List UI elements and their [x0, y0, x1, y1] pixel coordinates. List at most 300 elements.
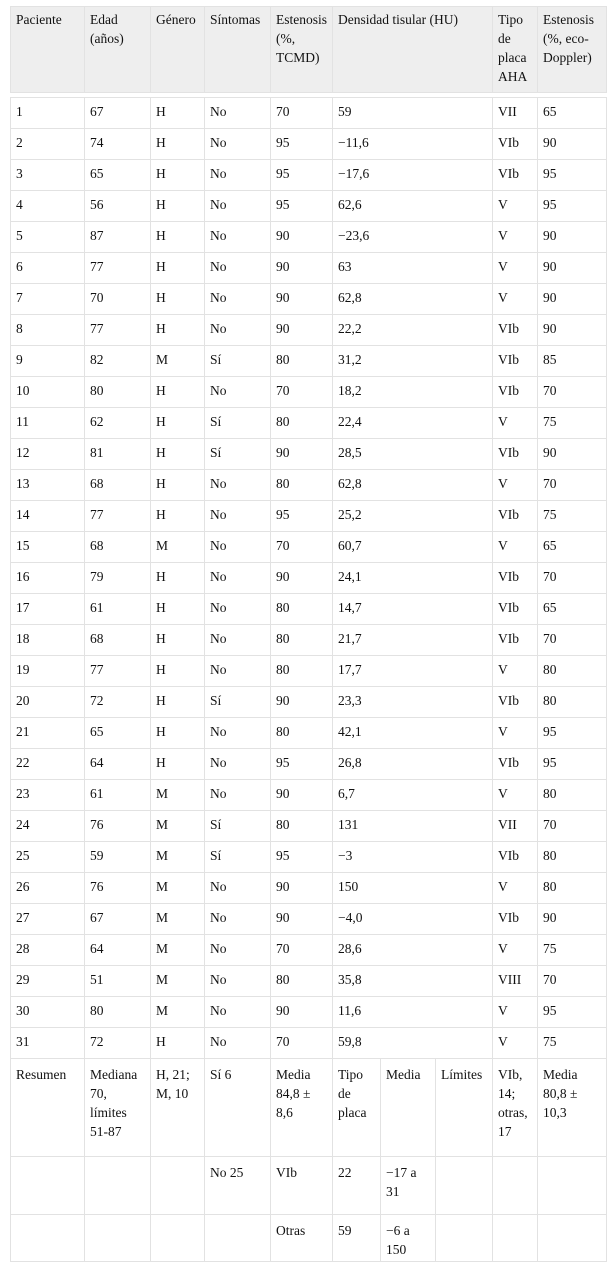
- cell-age: 62: [85, 408, 151, 439]
- table-row: [11, 346, 607, 377]
- cell-stenosis-doppler: 70: [538, 470, 607, 501]
- cell-symptoms: No: [205, 656, 271, 687]
- cell-stenosis-tcmd: 90: [271, 563, 333, 594]
- cell-stenosis-doppler: 75: [538, 501, 607, 532]
- cell-patient: 24: [11, 811, 85, 842]
- cell-gender: H: [151, 284, 205, 315]
- cell-patient: 12: [11, 439, 85, 470]
- cell-aha: V: [493, 470, 538, 501]
- cell-gender: M: [151, 904, 205, 935]
- cell-patient: 25: [11, 842, 85, 873]
- cell-aha: VIII: [493, 966, 538, 997]
- cell-patient: 10: [11, 377, 85, 408]
- cell-gender: H: [151, 563, 205, 594]
- cell-age: 87: [85, 222, 151, 253]
- cell-symptoms: Sí: [205, 842, 271, 873]
- cell-aha: VIb: [493, 842, 538, 873]
- cell-stenosis-tcmd: 90: [271, 253, 333, 284]
- cell-stenosis-tcmd: 70: [271, 377, 333, 408]
- header-gender: Género: [151, 7, 205, 93]
- cell-age: 72: [85, 687, 151, 718]
- cell-patient: 14: [11, 501, 85, 532]
- cell-density: −11,6: [333, 129, 493, 160]
- cell-gender: H: [151, 160, 205, 191]
- table-row: [11, 780, 607, 811]
- cell-density: 63: [333, 253, 493, 284]
- cell-density: 62,6: [333, 191, 493, 222]
- cell-symptoms: No: [205, 160, 271, 191]
- cell-gender: H: [151, 439, 205, 470]
- cell-stenosis-tcmd: 95: [271, 191, 333, 222]
- cell-symptoms: Sí: [205, 811, 271, 842]
- cell-symptoms: No: [205, 222, 271, 253]
- table-row: [11, 811, 607, 842]
- cell-stenosis-tcmd: 80: [271, 625, 333, 656]
- cell-aha: VIb: [493, 749, 538, 780]
- cell-age: 77: [85, 253, 151, 284]
- cell-stenosis-tcmd: 90: [271, 873, 333, 904]
- cell-age: 70: [85, 284, 151, 315]
- cell-stenosis-tcmd: 80: [271, 346, 333, 377]
- cell-stenosis-tcmd: 95: [271, 842, 333, 873]
- cell-aha: V: [493, 191, 538, 222]
- cell-stenosis-tcmd: 80: [271, 656, 333, 687]
- cell-symptoms: No: [205, 904, 271, 935]
- cell-age: 77: [85, 315, 151, 346]
- cell-stenosis-doppler: 90: [538, 284, 607, 315]
- cell-age: 51: [85, 966, 151, 997]
- cell-stenosis-doppler: 95: [538, 997, 607, 1028]
- extra-type: Otras: [271, 1215, 333, 1262]
- cell-age: 68: [85, 532, 151, 563]
- cell-stenosis-doppler: 80: [538, 687, 607, 718]
- cell-aha: V: [493, 780, 538, 811]
- cell-aha: V: [493, 253, 538, 284]
- cell-density: 11,6: [333, 997, 493, 1028]
- cell-stenosis-tcmd: 80: [271, 718, 333, 749]
- cell-stenosis-doppler: 70: [538, 966, 607, 997]
- cell-gender: M: [151, 935, 205, 966]
- table-row: [11, 718, 607, 749]
- cell-density: 62,8: [333, 284, 493, 315]
- summary-gender: H, 21; M, 10: [151, 1059, 205, 1157]
- cell-gender: H: [151, 408, 205, 439]
- cell-symptoms: No: [205, 501, 271, 532]
- cell-symptoms: No: [205, 749, 271, 780]
- cell-symptoms: No: [205, 594, 271, 625]
- extra-row-otras: [11, 1215, 607, 1262]
- cell-patient: 6: [11, 253, 85, 284]
- cell-gender: M: [151, 811, 205, 842]
- cell-density: −4,0: [333, 904, 493, 935]
- cell-age: 67: [85, 904, 151, 935]
- cell-stenosis-tcmd: 70: [271, 98, 333, 129]
- cell-stenosis-tcmd: 90: [271, 439, 333, 470]
- cell-density: 62,8: [333, 470, 493, 501]
- cell-aha: VIb: [493, 563, 538, 594]
- cell-age: 81: [85, 439, 151, 470]
- cell-aha: VIb: [493, 625, 538, 656]
- cell-stenosis-doppler: 70: [538, 811, 607, 842]
- cell-stenosis-tcmd: 95: [271, 129, 333, 160]
- cell-symptoms: Sí: [205, 408, 271, 439]
- cell-aha: V: [493, 408, 538, 439]
- cell-stenosis-doppler: 95: [538, 718, 607, 749]
- cell-aha: V: [493, 935, 538, 966]
- cell-stenosis-tcmd: 90: [271, 904, 333, 935]
- cell-aha: V: [493, 718, 538, 749]
- cell-stenosis-doppler: 65: [538, 532, 607, 563]
- table-row: [11, 222, 607, 253]
- cell-patient: 16: [11, 563, 85, 594]
- cell-density: 18,2: [333, 377, 493, 408]
- cell-patient: 3: [11, 160, 85, 191]
- cell-stenosis-tcmd: 70: [271, 935, 333, 966]
- header-aha-plaque: Tipo de placa AHA: [493, 7, 538, 93]
- cell-stenosis-doppler: 75: [538, 935, 607, 966]
- summary-limits-label: Límites: [436, 1059, 493, 1157]
- cell-gender: M: [151, 873, 205, 904]
- table-row: [11, 191, 607, 222]
- cell-aha: VIb: [493, 594, 538, 625]
- cell-gender: M: [151, 842, 205, 873]
- cell-aha: V: [493, 873, 538, 904]
- table-row: [11, 842, 607, 873]
- cell-age: 65: [85, 160, 151, 191]
- cell-age: 79: [85, 563, 151, 594]
- cell-stenosis-tcmd: 90: [271, 315, 333, 346]
- summary-stenosis-doppler: Media 80,8 ± 10,3: [538, 1059, 607, 1157]
- cell-age: 76: [85, 873, 151, 904]
- cell-patient: 9: [11, 346, 85, 377]
- patients-table: [10, 6, 607, 1262]
- cell-symptoms: No: [205, 191, 271, 222]
- cell-age: 80: [85, 997, 151, 1028]
- cell-aha: V: [493, 532, 538, 563]
- cell-gender: M: [151, 997, 205, 1028]
- cell-stenosis-doppler: 90: [538, 439, 607, 470]
- cell-density: 22,2: [333, 315, 493, 346]
- cell-age: 68: [85, 625, 151, 656]
- cell-aha: VIb: [493, 687, 538, 718]
- table-row: [11, 656, 607, 687]
- cell-symptoms: No: [205, 98, 271, 129]
- cell-symptoms: No: [205, 1028, 271, 1059]
- cell-stenosis-tcmd: 90: [271, 284, 333, 315]
- cell-density: 6,7: [333, 780, 493, 811]
- cell-age: 77: [85, 656, 151, 687]
- cell-stenosis-doppler: 95: [538, 191, 607, 222]
- cell-patient: 23: [11, 780, 85, 811]
- cell-stenosis-doppler: 80: [538, 842, 607, 873]
- cell-gender: H: [151, 594, 205, 625]
- cell-aha: VIb: [493, 377, 538, 408]
- cell-symptoms: No: [205, 377, 271, 408]
- cell-density: 150: [333, 873, 493, 904]
- cell-stenosis-tcmd: 95: [271, 749, 333, 780]
- cell-stenosis-doppler: 85: [538, 346, 607, 377]
- cell-symptoms: No: [205, 780, 271, 811]
- cell-gender: H: [151, 222, 205, 253]
- summary-mean-label: Media: [381, 1059, 436, 1157]
- cell-age: 72: [85, 1028, 151, 1059]
- table-row: [11, 532, 607, 563]
- cell-density: −3: [333, 842, 493, 873]
- cell-aha: VIb: [493, 346, 538, 377]
- cell-gender: H: [151, 749, 205, 780]
- cell-gender: H: [151, 253, 205, 284]
- cell-symptoms: Sí: [205, 439, 271, 470]
- summary-age: Mediana 70, límites 51-87: [85, 1059, 151, 1157]
- cell-patient: 1: [11, 98, 85, 129]
- extra-row-vib: [11, 1157, 607, 1215]
- cell-symptoms: Sí: [205, 346, 271, 377]
- cell-age: 61: [85, 780, 151, 811]
- cell-symptoms: No: [205, 966, 271, 997]
- extra-symptoms: No 25: [205, 1157, 271, 1215]
- cell-symptoms: No: [205, 315, 271, 346]
- cell-stenosis-doppler: 80: [538, 656, 607, 687]
- cell-symptoms: No: [205, 532, 271, 563]
- table-row: [11, 625, 607, 656]
- extra-mean: 22: [333, 1157, 381, 1215]
- cell-age: 76: [85, 811, 151, 842]
- cell-patient: 30: [11, 997, 85, 1028]
- table-row: [11, 284, 607, 315]
- cell-symptoms: No: [205, 563, 271, 594]
- table-row: [11, 501, 607, 532]
- cell-stenosis-doppler: 90: [538, 129, 607, 160]
- header-patient: Paciente: [11, 7, 85, 93]
- cell-age: 64: [85, 935, 151, 966]
- cell-stenosis-tcmd: 70: [271, 532, 333, 563]
- cell-patient: 29: [11, 966, 85, 997]
- cell-stenosis-doppler: 95: [538, 160, 607, 191]
- cell-stenosis-doppler: 90: [538, 904, 607, 935]
- cell-gender: H: [151, 718, 205, 749]
- cell-stenosis-doppler: 90: [538, 253, 607, 284]
- cell-patient: 27: [11, 904, 85, 935]
- cell-age: 80: [85, 377, 151, 408]
- cell-density: 131: [333, 811, 493, 842]
- cell-density: 17,7: [333, 656, 493, 687]
- cell-patient: 21: [11, 718, 85, 749]
- cell-density: 35,8: [333, 966, 493, 997]
- cell-symptoms: No: [205, 129, 271, 160]
- cell-aha: VIb: [493, 439, 538, 470]
- cell-stenosis-doppler: 65: [538, 594, 607, 625]
- table-row: [11, 129, 607, 160]
- cell-stenosis-doppler: 95: [538, 749, 607, 780]
- table-row: [11, 749, 607, 780]
- cell-stenosis-tcmd: 80: [271, 408, 333, 439]
- cell-age: 67: [85, 98, 151, 129]
- cell-density: −17,6: [333, 160, 493, 191]
- cell-age: 74: [85, 129, 151, 160]
- table-row: [11, 935, 607, 966]
- cell-patient: 28: [11, 935, 85, 966]
- cell-aha: VIb: [493, 160, 538, 191]
- cell-density: 59,8: [333, 1028, 493, 1059]
- cell-symptoms: No: [205, 718, 271, 749]
- cell-gender: H: [151, 687, 205, 718]
- cell-symptoms: No: [205, 470, 271, 501]
- table-row: [11, 966, 607, 997]
- cell-aha: VIb: [493, 501, 538, 532]
- cell-stenosis-doppler: 65: [538, 98, 607, 129]
- cell-stenosis-tcmd: 95: [271, 160, 333, 191]
- cell-gender: H: [151, 625, 205, 656]
- cell-age: 82: [85, 346, 151, 377]
- cell-stenosis-tcmd: 90: [271, 687, 333, 718]
- cell-symptoms: No: [205, 284, 271, 315]
- cell-patient: 5: [11, 222, 85, 253]
- cell-density: 21,7: [333, 625, 493, 656]
- cell-symptoms: No: [205, 935, 271, 966]
- cell-symptoms: No: [205, 997, 271, 1028]
- summary-plaque-label: Tipo de placa: [333, 1059, 381, 1157]
- cell-patient: 31: [11, 1028, 85, 1059]
- cell-patient: 15: [11, 532, 85, 563]
- table-row: [11, 253, 607, 284]
- table-row: [11, 594, 607, 625]
- cell-density: 22,4: [333, 408, 493, 439]
- cell-stenosis-tcmd: 80: [271, 966, 333, 997]
- table-row: [11, 98, 607, 129]
- cell-aha: V: [493, 997, 538, 1028]
- cell-patient: 4: [11, 191, 85, 222]
- cell-density: 28,6: [333, 935, 493, 966]
- cell-density: 31,2: [333, 346, 493, 377]
- cell-age: 65: [85, 718, 151, 749]
- header-stenosis-tcmd: Estenosis (%, TCMD): [271, 7, 333, 93]
- extra-type: VIb: [271, 1157, 333, 1215]
- cell-density: 42,1: [333, 718, 493, 749]
- cell-stenosis-doppler: 80: [538, 873, 607, 904]
- table-row: [11, 315, 607, 346]
- cell-patient: 7: [11, 284, 85, 315]
- cell-stenosis-tcmd: 95: [271, 501, 333, 532]
- header-tissue-density: Densidad tisular (HU): [333, 7, 493, 93]
- table-row: [11, 873, 607, 904]
- cell-aha: VII: [493, 98, 538, 129]
- cell-aha: V: [493, 1028, 538, 1059]
- cell-gender: H: [151, 656, 205, 687]
- cell-stenosis-doppler: 90: [538, 222, 607, 253]
- cell-stenosis-doppler: 80: [538, 780, 607, 811]
- summary-stenosis-tcmd: Media 84,8 ± 8,6: [271, 1059, 333, 1157]
- cell-density: −23,6: [333, 222, 493, 253]
- cell-stenosis-doppler: 70: [538, 563, 607, 594]
- summary-row: [11, 1059, 607, 1157]
- cell-age: 61: [85, 594, 151, 625]
- header-symptoms: Síntomas: [205, 7, 271, 93]
- cell-gender: M: [151, 966, 205, 997]
- cell-stenosis-doppler: 75: [538, 408, 607, 439]
- cell-density: 23,3: [333, 687, 493, 718]
- cell-gender: H: [151, 377, 205, 408]
- cell-patient: 2: [11, 129, 85, 160]
- cell-gender: H: [151, 129, 205, 160]
- table-row: [11, 439, 607, 470]
- cell-symptoms: No: [205, 253, 271, 284]
- cell-stenosis-tcmd: 90: [271, 222, 333, 253]
- cell-gender: H: [151, 315, 205, 346]
- extra-limits: −6 a 150: [381, 1215, 436, 1262]
- cell-age: 68: [85, 470, 151, 501]
- cell-symptoms: No: [205, 625, 271, 656]
- cell-gender: M: [151, 780, 205, 811]
- cell-age: 56: [85, 191, 151, 222]
- table-row: [11, 160, 607, 191]
- header-age: Edad (años): [85, 7, 151, 93]
- cell-stenosis-doppler: 70: [538, 625, 607, 656]
- cell-age: 59: [85, 842, 151, 873]
- summary-symptoms: Sí 6: [205, 1059, 271, 1157]
- table-row: [11, 470, 607, 501]
- cell-gender: M: [151, 346, 205, 377]
- cell-density: 26,8: [333, 749, 493, 780]
- cell-patient: 20: [11, 687, 85, 718]
- cell-age: 64: [85, 749, 151, 780]
- cell-gender: H: [151, 191, 205, 222]
- cell-stenosis-doppler: 75: [538, 1028, 607, 1059]
- extra-mean: 59: [333, 1215, 381, 1262]
- extra-symptoms: [205, 1215, 271, 1262]
- table-row: [11, 1028, 607, 1059]
- cell-stenosis-doppler: 70: [538, 377, 607, 408]
- cell-aha: VIb: [493, 129, 538, 160]
- cell-density: 14,7: [333, 594, 493, 625]
- cell-patient: 8: [11, 315, 85, 346]
- header-row: [11, 7, 607, 93]
- table-row: [11, 997, 607, 1028]
- cell-patient: 18: [11, 625, 85, 656]
- cell-stenosis-tcmd: 80: [271, 594, 333, 625]
- cell-aha: V: [493, 222, 538, 253]
- table-row: [11, 408, 607, 439]
- cell-stenosis-tcmd: 90: [271, 997, 333, 1028]
- summary-label: Resumen: [11, 1059, 85, 1157]
- cell-stenosis-doppler: 90: [538, 315, 607, 346]
- cell-patient: 13: [11, 470, 85, 501]
- cell-aha: V: [493, 284, 538, 315]
- cell-aha: VIb: [493, 315, 538, 346]
- cell-symptoms: No: [205, 873, 271, 904]
- summary-aha: VIb, 14; otras, 17: [493, 1059, 538, 1157]
- table-row: [11, 377, 607, 408]
- table-row: [11, 687, 607, 718]
- header-stenosis-doppler: Estenosis (%, eco-Doppler): [538, 7, 607, 93]
- cell-density: 59: [333, 98, 493, 129]
- cell-gender: H: [151, 501, 205, 532]
- extra-limits: −17 a 31: [381, 1157, 436, 1215]
- cell-stenosis-tcmd: 80: [271, 811, 333, 842]
- cell-density: 25,2: [333, 501, 493, 532]
- cell-patient: 19: [11, 656, 85, 687]
- cell-density: 28,5: [333, 439, 493, 470]
- cell-age: 77: [85, 501, 151, 532]
- table-row: [11, 904, 607, 935]
- cell-aha: VIb: [493, 904, 538, 935]
- cell-patient: 17: [11, 594, 85, 625]
- cell-stenosis-tcmd: 70: [271, 1028, 333, 1059]
- cell-symptoms: Sí: [205, 687, 271, 718]
- cell-aha: V: [493, 656, 538, 687]
- cell-patient: 26: [11, 873, 85, 904]
- cell-gender: M: [151, 532, 205, 563]
- cell-stenosis-tcmd: 90: [271, 780, 333, 811]
